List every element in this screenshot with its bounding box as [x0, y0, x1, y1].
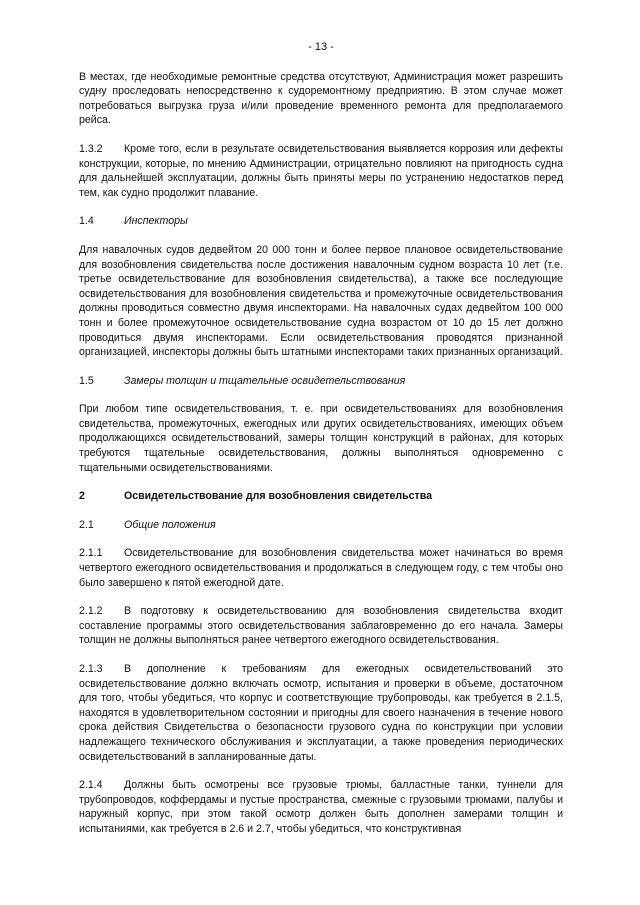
paragraph-text: Освидетельствование для возобновления свидетельства может начинаться во время четвертого ежегодного освидетельствования и продолжаться в следующем году, с тем чтобы оно было завершено к пятой ежегодной дате.: [79, 547, 563, 589]
paragraph-text: В подготовку к освидетельствованию для возобновления свидетельства входит составление программы этого освидетельствования заблаговременно до его начала. Замеры толщин не должны выполняться ранее четвертого ежегодного освидетельствования.: [79, 605, 563, 647]
section-heading: [79, 214, 563, 229]
paragraph-text: В дополнение к требованиям для ежегодных освидетельствований это освидетельствование должно включать осмотр, испытания и проверки в объеме, достаточном для того, чтобы убедиться, что корпус и соответствующие трубопроводы, как требуется в 2.1.5, находятся в удовлетворительном состоянии и пригодны для своего назначения в течение нового срока действия Свидетельства о безопасности грузового судна по конструкции при условии надлежащего технического обслуживания и эксплуатации, а также проведения периодических освидетельствований в запланированные даты.: [79, 663, 563, 763]
section-number: 2: [79, 490, 85, 503]
section-number: 2.1: [79, 518, 94, 531]
page-number: - 13 -: [308, 41, 334, 53]
section-number: 1.5: [79, 374, 94, 387]
section-title: Освидетельствование для возобновления свидетельства: [124, 490, 433, 503]
paragraph-text: Должны быть осмотрены все грузовые трюмы, балластные танки, туннели для трубопроводов, коффердамы и пустые пространства, смежные с грузовыми трюмами, палубы и наружный корпус, при этом такой осмотр должен быть дополнен замерами толщин и испытаниями, как требуется в 2.6 и 2.7, чтобы убедиться, что конструктивная: [79, 779, 563, 835]
section-heading: [79, 518, 563, 533]
paragraph-text: При любом типе освидетельствования, т. е. при освидетельствованиях для возобновления свидетельства, промежуточных, ежегодных или других освидетельствованиях, имеющих объем продолжающихся освидетельствований, замеры толщин конструкций в районах, для которых требуются тщательные освидетельствования, должны выполняться одновременно с тщательными освидетельствованиями.: [79, 403, 563, 474]
paragraph-text: Для навалочных судов дедвейтом 20 000 тонн и более первое плановое освидетельствование для возобновления свидетельства после достижения навалочным судном возраста 10 лет (т.е. третье освидетельствование для возобновления свидетельства), а также все последующие освидетельствования для возобновления свидетельства и промежуточные освидетельствования должны проводиться совместно двумя инспекторами. На навалочных судах дедвейтом 100 000 тонн и более промежуточное освидетельствование судна возрастом от 10 до 15 лет должно проводиться двумя инспекторами. Если освидетельствования проводятся признанной организацией, инспекторы должны быть штатными инспекторами таких признанных организаций.: [79, 243, 563, 359]
document-page: [79, 40, 563, 851]
document-body: [79, 70, 563, 837]
section-number: 1.4: [79, 215, 94, 228]
paragraph-number: 2.1.1: [79, 547, 103, 560]
paragraph: [79, 243, 563, 360]
section-title: Замеры толщин и тщательные освидетельствования: [124, 374, 406, 387]
numbered-paragraph: [79, 142, 563, 200]
paragraph-text: Кроме того, если в результате освидетельствования выявляется коррозия или дефекты конструкции, которые, по мнению Администрации, отрицательно повлияют на пригодность судна для дальнейшей эксплуатации, должны быть приняты меры по устранению недостатков перед тем, как судно продолжит плавание.: [79, 142, 563, 199]
numbered-paragraph: [79, 662, 563, 764]
numbered-paragraph: [79, 778, 563, 836]
paragraph-number: 2.1.4: [79, 779, 103, 792]
section-heading: [79, 374, 563, 389]
paragraph-number: 1.3.2: [79, 142, 103, 155]
numbered-paragraph: [79, 604, 563, 648]
section-title: Общие положения: [124, 518, 216, 531]
section-title: Инспекторы: [124, 215, 188, 228]
paragraph: [79, 70, 563, 128]
paragraph-number: 2.1.3: [79, 663, 103, 675]
section-heading: [79, 489, 563, 504]
numbered-paragraph: [79, 546, 563, 590]
paragraph-text: В местах, где необходимые ремонтные средства отсутствуют, Администрация может разрешить судну проследовать непосредственно к судоремонтному предприятию. В этом случае может потребоваться выгрузка груза и/или проведение временного ремонта для предполагаемого рейса.: [79, 70, 563, 127]
paragraph: [79, 402, 563, 475]
paragraph-number: 2.1.2: [79, 605, 103, 618]
